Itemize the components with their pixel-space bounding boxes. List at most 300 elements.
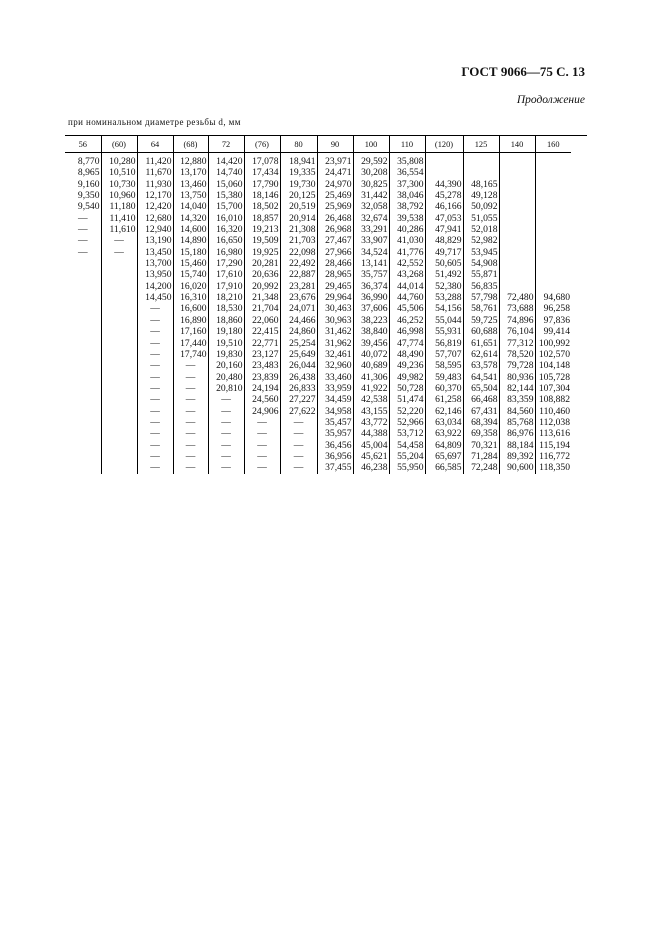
- table-cell: 25,649: [280, 349, 317, 360]
- table-cell: 28,466: [317, 258, 353, 269]
- table-cell: 32,960: [317, 360, 353, 371]
- table-cell: 12,880: [173, 153, 208, 168]
- table-cell: 8,965: [77, 167, 100, 179]
- table-cell: [101, 360, 137, 371]
- table-cell: 19,830: [208, 349, 244, 360]
- table-cell: 33,460: [317, 372, 353, 383]
- table-cell: 40,072: [353, 349, 389, 360]
- table-cell: —: [137, 338, 173, 349]
- table-row: [65, 213, 571, 224]
- table-cell: —: [173, 428, 208, 439]
- table-cell: 19,925: [244, 247, 280, 258]
- table-cell: 53,712: [389, 428, 425, 439]
- table-cell: [101, 258, 137, 269]
- table-cell: 17,910: [208, 281, 244, 292]
- table-cell: 37,455: [317, 462, 353, 473]
- table-cell: 17,740: [173, 349, 208, 360]
- column-header: 72: [208, 136, 244, 153]
- table-cell: 51,055: [463, 213, 499, 224]
- table-cell: —: [173, 360, 208, 371]
- table-cell: 15,060: [208, 179, 244, 190]
- table-cell: 24,471: [317, 167, 353, 178]
- table-cell: 24,970: [317, 179, 353, 190]
- table-cell: 15,180: [173, 247, 208, 258]
- table-cell: 11,670: [137, 167, 173, 178]
- table-cell: 11,610: [101, 224, 137, 235]
- table-cell: 50,728: [389, 383, 425, 394]
- table-cell: 26,468: [317, 213, 353, 224]
- table-cell: 13,950: [137, 269, 173, 280]
- table-cell: [65, 406, 101, 417]
- table-cell: [499, 179, 535, 190]
- table-cell: —: [137, 303, 173, 314]
- table-cell: [65, 258, 101, 269]
- table-cell: [535, 179, 571, 190]
- table-row: [65, 338, 571, 349]
- table-cell: 36,990: [353, 292, 389, 303]
- table-cell: 16,600: [173, 303, 208, 314]
- table-cell: 36,554: [389, 167, 425, 178]
- table-cell: 11,410: [101, 213, 137, 224]
- table-cell: —: [280, 451, 317, 462]
- table-cell: 33,291: [353, 224, 389, 235]
- table-cell: 35,757: [353, 269, 389, 280]
- table-cell: 29,592: [353, 153, 389, 168]
- table-cell: [65, 292, 101, 303]
- table-cell: [535, 190, 571, 201]
- table-cell: [499, 153, 535, 168]
- table-cell: 63,922: [425, 428, 463, 439]
- table-cell: 59,483: [425, 372, 463, 383]
- table-cell: 18,941: [280, 153, 317, 168]
- table-cell: 14,600: [173, 224, 208, 235]
- table-cell: 72,248: [463, 462, 499, 473]
- table-cell: 86,976: [499, 428, 535, 439]
- table-cell: —: [137, 417, 173, 428]
- table-cell: 8,770: [77, 156, 100, 167]
- table-cell: [101, 417, 137, 428]
- table-cell: —: [208, 406, 244, 417]
- table-cell: [65, 428, 101, 439]
- table-row: [65, 451, 571, 462]
- table-cell: 14,040: [173, 201, 208, 212]
- table-cell: 20,914: [280, 213, 317, 224]
- table-cell: 9,160: [77, 178, 100, 190]
- table-cell: 30,463: [317, 303, 353, 314]
- table-cell: —: [173, 383, 208, 394]
- table-cell: 64,809: [425, 440, 463, 451]
- table-cell: 33,959: [317, 383, 353, 394]
- table-cell: 60,370: [425, 383, 463, 394]
- table-cell: 54,908: [463, 258, 499, 269]
- table-cell: [101, 281, 137, 292]
- column-header: (120): [425, 136, 463, 153]
- table-cell: 39,538: [389, 213, 425, 224]
- table-cell: 115,194: [535, 440, 571, 451]
- table-cell: 55,204: [389, 451, 425, 462]
- table-cell: —: [173, 417, 208, 428]
- table-row: [65, 269, 571, 280]
- table-cell: 55,950: [389, 462, 425, 473]
- table-cell: 38,223: [353, 315, 389, 326]
- table-cell: 23,971: [317, 153, 353, 168]
- table-row: [65, 360, 571, 371]
- table-cell: 16,650: [208, 235, 244, 246]
- table-cell: 27,227: [280, 394, 317, 405]
- table-cell: 47,053: [425, 213, 463, 224]
- table-cell: 20,992: [244, 281, 280, 292]
- table-cell: —: [173, 462, 208, 473]
- table-cell: 14,450: [137, 292, 173, 303]
- table-cell: 61,258: [425, 394, 463, 405]
- table-cell: 19,510: [208, 338, 244, 349]
- table-row: [65, 303, 571, 314]
- table-cell: 24,194: [244, 383, 280, 394]
- table-cell: 20,480: [208, 372, 244, 383]
- table-cell: 62,614: [463, 349, 499, 360]
- table-cell: 17,078: [244, 153, 280, 168]
- table-cell: 17,160: [173, 326, 208, 337]
- table-body: [65, 153, 571, 474]
- table-cell: 23,281: [280, 281, 317, 292]
- table-cell: [101, 338, 137, 349]
- table-row: [65, 349, 571, 360]
- table-cell: —: [244, 462, 280, 473]
- table-cell: 18,530: [208, 303, 244, 314]
- table-cell: 47,941: [425, 224, 463, 235]
- table-cell: 33,907: [353, 235, 389, 246]
- table-cell: [535, 201, 571, 212]
- table-cell: —: [280, 440, 317, 451]
- table-cell: —: [244, 428, 280, 439]
- table-cell: 35,457: [317, 417, 353, 428]
- table-cell: 34,524: [353, 247, 389, 258]
- table-cell: 16,010: [208, 213, 244, 224]
- table-cell: 15,460: [173, 258, 208, 269]
- table-cell: 29,964: [317, 292, 353, 303]
- table-cell: 14,320: [173, 213, 208, 224]
- table-cell: 44,388: [353, 428, 389, 439]
- table-row: [65, 153, 571, 168]
- table-row: [65, 394, 571, 405]
- table-cell: 42,552: [389, 258, 425, 269]
- table-cell: [535, 213, 571, 224]
- table-cell: —: [244, 440, 280, 451]
- table-cell: 66,468: [463, 394, 499, 405]
- table-cell: 71,284: [463, 451, 499, 462]
- table-cell: 34,958: [317, 406, 353, 417]
- table-cell: —: [208, 417, 244, 428]
- table-cell: 54,156: [425, 303, 463, 314]
- table-row: [65, 167, 571, 178]
- table-cell: 18,146: [244, 190, 280, 201]
- table-cell: [535, 235, 571, 246]
- table-cell: 21,308: [280, 224, 317, 235]
- table-header-row: [65, 136, 571, 153]
- table-cell: 90,600: [499, 462, 535, 473]
- table-cell: 27,622: [280, 406, 317, 417]
- table-cell: 42,538: [353, 394, 389, 405]
- table-cell: [101, 372, 137, 383]
- table-cell: 69,358: [463, 428, 499, 439]
- table-cell: —: [280, 462, 317, 473]
- table-cell: 18,502: [244, 201, 280, 212]
- table-cell: 16,320: [208, 224, 244, 235]
- table-cell: 52,982: [463, 235, 499, 246]
- page-header-title: ГОСТ 9066—75 С. 13: [461, 64, 585, 79]
- table-cell: 10,280: [101, 153, 137, 168]
- table-cell: 40,286: [389, 224, 425, 235]
- table-cell: 53,945: [463, 247, 499, 258]
- table-cell: 58,761: [463, 303, 499, 314]
- table-cell: 96,258: [535, 303, 571, 314]
- table-row: [65, 326, 571, 337]
- table-cell: [535, 269, 571, 280]
- table-cell: [499, 190, 535, 201]
- table-cell: [499, 258, 535, 269]
- table-cell: 113,616: [535, 428, 571, 439]
- table-cell: 19,730: [280, 179, 317, 190]
- table-cell: 43,268: [389, 269, 425, 280]
- table-cell: 44,390: [425, 179, 463, 190]
- table-cell: [535, 258, 571, 269]
- table-row: [65, 315, 571, 326]
- table-row: [65, 372, 571, 383]
- table-cell: [101, 303, 137, 314]
- table-cell: 105,728: [535, 372, 571, 383]
- table-cell: 41,030: [389, 235, 425, 246]
- table-cell: 45,506: [389, 303, 425, 314]
- table-cell: 11,420: [137, 153, 173, 168]
- table-cell: [65, 360, 101, 371]
- table-cell: 28,965: [317, 269, 353, 280]
- table-cell: 22,887: [280, 269, 317, 280]
- table-cell: 100,992: [535, 338, 571, 349]
- table-cell: 63,034: [425, 417, 463, 428]
- table-cell: 52,220: [389, 406, 425, 417]
- table-cell: 37,300: [389, 179, 425, 190]
- table-cell: 36,374: [353, 281, 389, 292]
- table-cell: 23,676: [280, 292, 317, 303]
- table-cell: 43,155: [353, 406, 389, 417]
- table-cell: 73,688: [499, 303, 535, 314]
- table-cell: 31,462: [317, 326, 353, 337]
- table-cell: [499, 281, 535, 292]
- table-cell: [101, 349, 137, 360]
- table-cell: —: [137, 349, 173, 360]
- table-cell: 25,254: [280, 338, 317, 349]
- table-cell: 54,458: [389, 440, 425, 451]
- table-cell: 63,578: [463, 360, 499, 371]
- table-row: [65, 440, 571, 451]
- table-cell: —: [77, 224, 88, 236]
- table-cell: 55,044: [425, 315, 463, 326]
- table-cell: 38,792: [389, 201, 425, 212]
- table-cell: —: [137, 428, 173, 439]
- column-header: (68): [173, 136, 208, 153]
- table-cell: 112,038: [535, 417, 571, 428]
- table-cell: 16,310: [173, 292, 208, 303]
- table-cell: [65, 349, 101, 360]
- table-cell: [65, 372, 101, 383]
- table-cell: 14,420: [208, 153, 244, 168]
- table-row: [65, 292, 571, 303]
- table-cell: 46,998: [389, 326, 425, 337]
- table-row: [65, 258, 571, 269]
- table-cell: 13,170: [173, 167, 208, 178]
- table-cell: —: [208, 462, 244, 473]
- table-cell: [535, 153, 571, 168]
- table-row: [65, 235, 571, 246]
- table-cell: 116,772: [535, 451, 571, 462]
- table-cell: 23,839: [244, 372, 280, 383]
- table-cell: 20,125: [280, 190, 317, 201]
- table-cell: [425, 167, 463, 178]
- table-cell: 50,092: [463, 201, 499, 212]
- table-cell: 12,940: [137, 224, 173, 235]
- table-cell: 110,460: [535, 406, 571, 417]
- table-row: [65, 247, 571, 258]
- table-cell: 15,380: [208, 190, 244, 201]
- table-cell: 14,200: [137, 281, 173, 292]
- table-cell: 36,956: [317, 451, 353, 462]
- table-cell: 20,160: [208, 360, 244, 371]
- table-cell: 45,278: [425, 190, 463, 201]
- table-cell: —: [208, 451, 244, 462]
- column-header: 80: [280, 136, 317, 153]
- table-row: [65, 190, 571, 201]
- table-cell: [535, 281, 571, 292]
- table-cell: 16,890: [173, 315, 208, 326]
- table-cell: [101, 428, 137, 439]
- table-cell: 59,725: [463, 315, 499, 326]
- table-cell: 49,717: [425, 247, 463, 258]
- table-cell: 107,304: [535, 383, 571, 394]
- table-cell: 13,700: [137, 258, 173, 269]
- table-cell: —: [244, 451, 280, 462]
- table-cell: 45,004: [353, 440, 389, 451]
- table-cell: 17,440: [173, 338, 208, 349]
- column-header: 56: [65, 136, 101, 153]
- table-cell: 13,460: [173, 179, 208, 190]
- table-cell: —: [137, 372, 173, 383]
- table-cell: [463, 153, 499, 168]
- table-cell: —: [208, 428, 244, 439]
- table-cell: —: [173, 451, 208, 462]
- table-cell: [499, 213, 535, 224]
- table-cell: —: [244, 417, 280, 428]
- table-cell: 12,420: [137, 201, 173, 212]
- table-cell: 12,680: [137, 213, 173, 224]
- table-cell: 89,392: [499, 451, 535, 462]
- table-cell: [65, 326, 101, 337]
- table-cell: 62,146: [425, 406, 463, 417]
- table-cell: [535, 224, 571, 235]
- table-cell: —: [173, 440, 208, 451]
- table-cell: 94,680: [535, 292, 571, 303]
- table-cell: 13,141: [353, 258, 389, 269]
- table-row: [65, 201, 571, 212]
- table-cell: —: [137, 440, 173, 451]
- table-cell: 26,968: [317, 224, 353, 235]
- table-cell: 70,321: [463, 440, 499, 451]
- table-cell: 14,890: [173, 235, 208, 246]
- table-cell: 11,180: [101, 201, 137, 212]
- table-cell: —: [173, 406, 208, 417]
- table-cell: 22,492: [280, 258, 317, 269]
- table-cell: [101, 394, 137, 405]
- table-cell: 83,359: [499, 394, 535, 405]
- table-cell: 47,774: [389, 338, 425, 349]
- table-cell: 34,459: [317, 394, 353, 405]
- column-header: 140: [499, 136, 535, 153]
- table-cell: 57,707: [425, 349, 463, 360]
- table-cell: [65, 338, 101, 349]
- table-cell: 38,046: [389, 190, 425, 201]
- table-cell: 24,071: [280, 303, 317, 314]
- table-cell: 65,504: [463, 383, 499, 394]
- table-cell: 46,252: [389, 315, 425, 326]
- table-cell: 26,044: [280, 360, 317, 371]
- table-caption: при номинальном диаметре резьбы d, мм: [68, 117, 241, 127]
- table-cell: 41,306: [353, 372, 389, 383]
- table-cell: 38,840: [353, 326, 389, 337]
- table-cell: [101, 451, 137, 462]
- table-cell: [499, 247, 535, 258]
- table-cell: 24,860: [280, 326, 317, 337]
- column-header: 90: [317, 136, 353, 153]
- table-cell: [101, 326, 137, 337]
- table-cell: 21,704: [244, 303, 280, 314]
- table-cell: 32,058: [353, 201, 389, 212]
- table-cell: 41,776: [389, 247, 425, 258]
- table-row: [65, 179, 571, 190]
- table-cell: 26,833: [280, 383, 317, 394]
- column-header: (60): [101, 136, 137, 153]
- table-cell: 17,790: [244, 179, 280, 190]
- column-header: 100: [353, 136, 389, 153]
- table-cell: 15,740: [173, 269, 208, 280]
- table-cell: 18,210: [208, 292, 244, 303]
- column-header: 160: [535, 136, 571, 153]
- table-cell: [101, 315, 137, 326]
- table-cell: [499, 235, 535, 246]
- table-cell: —: [137, 315, 173, 326]
- table-cell: [101, 440, 137, 451]
- table-cell: 9,350: [77, 190, 100, 202]
- table-cell: 20,519: [280, 201, 317, 212]
- table-cell: [499, 269, 535, 280]
- table-cell: —: [137, 360, 173, 371]
- table-cell: —: [208, 440, 244, 451]
- table-cell: 61,651: [463, 338, 499, 349]
- table-cell: 10,730: [101, 179, 137, 190]
- table-cell: 27,467: [317, 235, 353, 246]
- data-table: [65, 136, 571, 474]
- table-cell: 41,922: [353, 383, 389, 394]
- table-cell: 68,394: [463, 417, 499, 428]
- table-cell: 85,768: [499, 417, 535, 428]
- table-cell: 15,700: [208, 201, 244, 212]
- table-cell: —: [208, 394, 244, 405]
- table-cell: —: [173, 372, 208, 383]
- table-cell: 16,980: [208, 247, 244, 258]
- table-cell: 108,882: [535, 394, 571, 405]
- table-cell: 72,480: [499, 292, 535, 303]
- table-cell: 19,335: [280, 167, 317, 178]
- table-cell: [65, 440, 101, 451]
- table-cell: 13,450: [137, 247, 173, 258]
